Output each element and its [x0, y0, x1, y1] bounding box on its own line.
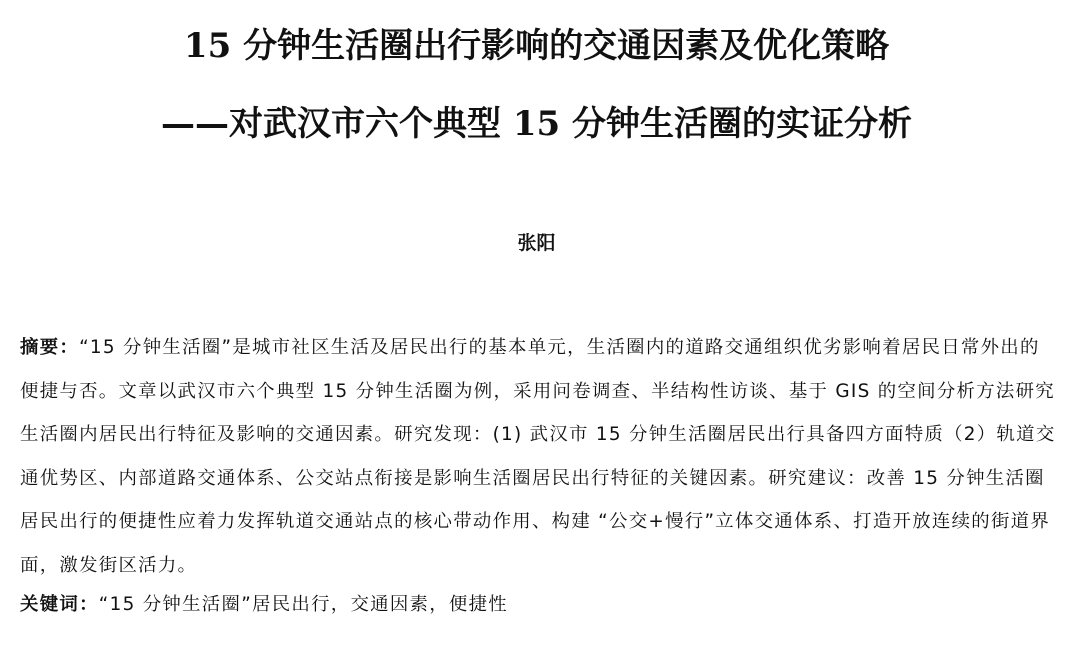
author-name: 张阳: [517, 232, 556, 254]
abstract-text: “15 分钟生活圈”是城市社区生活及居民出行的基本单元，生活圈内的道路交通组织优劣影响着居民日常外出的便捷与否。文章以武汉市六个典型 15 分钟生活圈为例，采用问卷调查、半结构性访谈、基于 GIS 的空间分析方法研究生活圈内居民出行特征及影响的交通因素。研究发现：(1) 武汉市 15 分钟生活圈居民出行具备四方面特质（2）轨道交通优势区、内部道路交通体系、公交站点衔接是影响生活圈居民出行特征的关键因素。研究建议：改善 15 分钟生活圈居民出行的便捷性应着力发挥轨道交通站点的核心带动作用、构建 “公交+慢行”立体交通体系、打造开放连续的街道界面，激发街区活力。: [20, 337, 1056, 576]
keywords-text: “15 分钟生活圈”居民出行，交通因素，便捷性: [98, 594, 508, 615]
abstract-label: 摘要：: [20, 337, 80, 358]
keywords-label: 关键词：: [20, 594, 99, 615]
abstract-paragraph: [20, 326, 1058, 587]
paper-subtitle: ——对武汉市六个典型 15 分钟生活圈的实证分析: [161, 104, 912, 144]
paper-title: 15 分钟生活圈出行影响的交通因素及优化策略: [183, 26, 890, 66]
keywords-paragraph: [20, 588, 1058, 622]
